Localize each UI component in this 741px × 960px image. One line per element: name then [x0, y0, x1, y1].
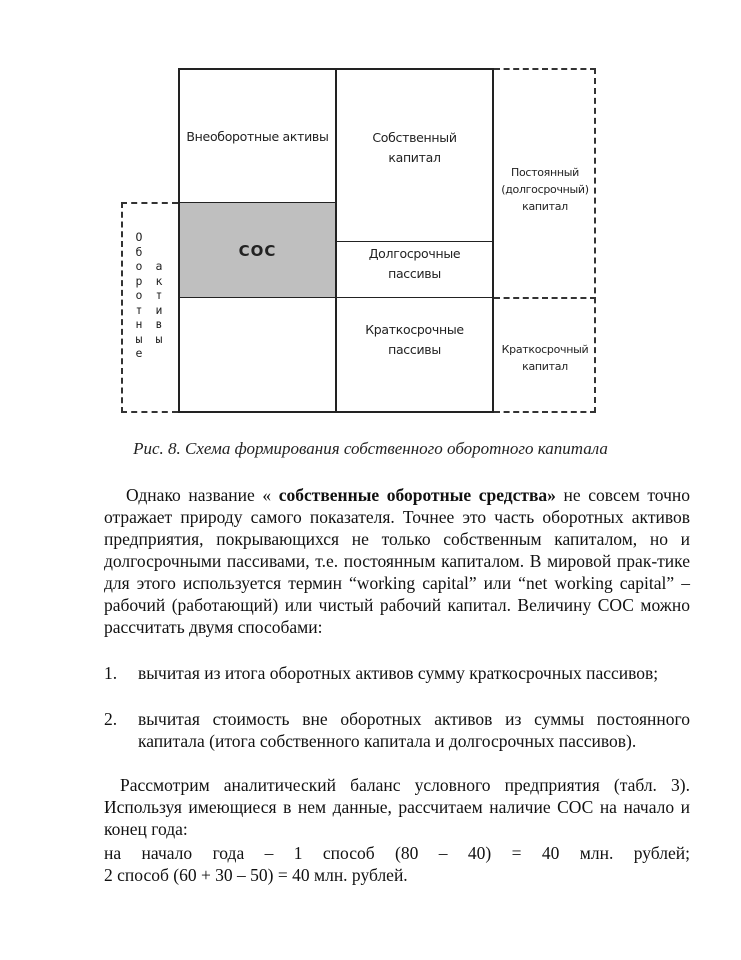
label-long-term-liabilities: Долгосрочные пассивы	[368, 246, 461, 281]
list-item-2	[104, 708, 690, 752]
current-assets-frame-left	[121, 202, 123, 413]
list-item-1	[104, 662, 690, 684]
capital-frame-middle	[494, 297, 596, 299]
figure-caption: Рис. 8. Схема формирования собственного оборотного капитала	[133, 439, 608, 458]
calc-line-method-2: 2 способ (60 + 30 – 50) = 40 млн. рублей.	[104, 865, 408, 885]
list-number: 2.	[104, 709, 118, 729]
list-item-text: вычитая из итога оборотных активов сумму краткосрочных пассивов;	[138, 663, 659, 683]
capital-frame-bottom	[494, 411, 596, 413]
balance-diagram	[0, 0, 741, 430]
label-short-term-capital: Краткосрочный капитал	[501, 343, 589, 373]
current-assets-frame-bottom	[121, 411, 178, 413]
label-equity: Собственный капитал	[372, 130, 457, 165]
paragraph-intro-start: Однако название «	[126, 485, 279, 505]
vertical-label-aktivy: а к т и в ы	[155, 259, 163, 346]
right-divider-long-term	[335, 241, 494, 242]
left-upper-divider	[178, 202, 337, 203]
list-number: 1.	[104, 663, 118, 683]
sos-bottom-divider	[178, 297, 494, 298]
current-assets-frame-top	[121, 202, 178, 204]
paragraph-intro-rest: не совсем точно отражает природу самого показателя. Точнее это часть оборотных активов предприятия, покрывающихся не только собственным капиталом, но и долгосрочными пассивами, т.е. постоянным капиталом. В мировой прак-тике для этого используется термин “working capital” или “net working capital” – рабочий (работающий) или чистый рабочий капитал. Величину СОС можно рассчитать двумя способами:	[104, 485, 690, 637]
label-non-current-assets: Внеоборотные активы	[186, 129, 329, 144]
label-short-term-liabilities: Краткосрочные пассивы	[365, 322, 464, 357]
vertical-label-oborotnye: О б о р о т н ы е	[135, 230, 143, 360]
list-item-text: вычитая стоимость вне оборотных активов из суммы постоянного капитала (итога собственного капитала и долгосрочных пассивов).	[138, 709, 690, 751]
capital-frame-top	[494, 68, 596, 70]
label-permanent-capital: Постоянный (долгосрочный) капитал	[501, 166, 589, 213]
paragraph-intro	[104, 484, 690, 638]
label-sos: СОС	[238, 242, 277, 260]
paragraph-intro-bold: собственные оборотные средства»	[278, 485, 556, 505]
paragraph-analysis: Рассмотрим аналитический баланс условного предприятия (табл. 3). Используя имеющиеся в нем данные, рассчитаем наличие СОС на начало и конец года:	[104, 775, 690, 839]
calc-line-method-1: на начало года – 1 способ (80 – 40) = 40 млн. рублей;	[104, 843, 690, 863]
